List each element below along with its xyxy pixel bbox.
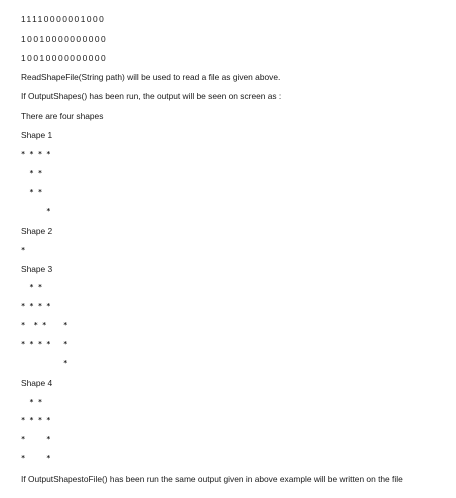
read-note: ReadShapeFile(String path) will be used to read a file as given above. [21, 72, 281, 82]
shape-3-row: * [21, 359, 68, 367]
shape-3-row: * * * * * [21, 340, 68, 348]
binary-row: 10010000000000 [21, 34, 108, 44]
output-note: If OutputShapes() has been run, the output will be seen on screen as : [21, 91, 282, 101]
shape-1-row: * [21, 207, 51, 215]
shape-1-label: Shape 1 [21, 130, 53, 140]
shape-2-label: Shape 2 [21, 226, 53, 236]
shape-3-row: * * * * [21, 302, 51, 310]
shape-3-label: Shape 3 [21, 264, 53, 274]
binary-row: 11110000001000 [21, 14, 106, 24]
shape-1-row: * * * * [21, 150, 51, 158]
shape-4-label: Shape 4 [21, 378, 53, 388]
shape-2-row: * [21, 246, 26, 254]
shape-4-row: * * * * [21, 416, 51, 424]
binary-row: 10010000000000 [21, 53, 108, 63]
shape-1-row: * * [21, 169, 43, 177]
shape-4-row: * * [21, 454, 51, 462]
file-note: If OutputShapestoFile() has been run the same output given in above example will be written on the file [21, 474, 403, 484]
shape-4-row: * * [21, 435, 51, 443]
count-note: There are four shapes [21, 111, 104, 121]
shape-3-row: * * [21, 283, 43, 291]
shape-3-row: * * * * [21, 321, 68, 329]
shape-4-row: * * [21, 398, 43, 406]
shape-1-row: * * [21, 188, 43, 196]
